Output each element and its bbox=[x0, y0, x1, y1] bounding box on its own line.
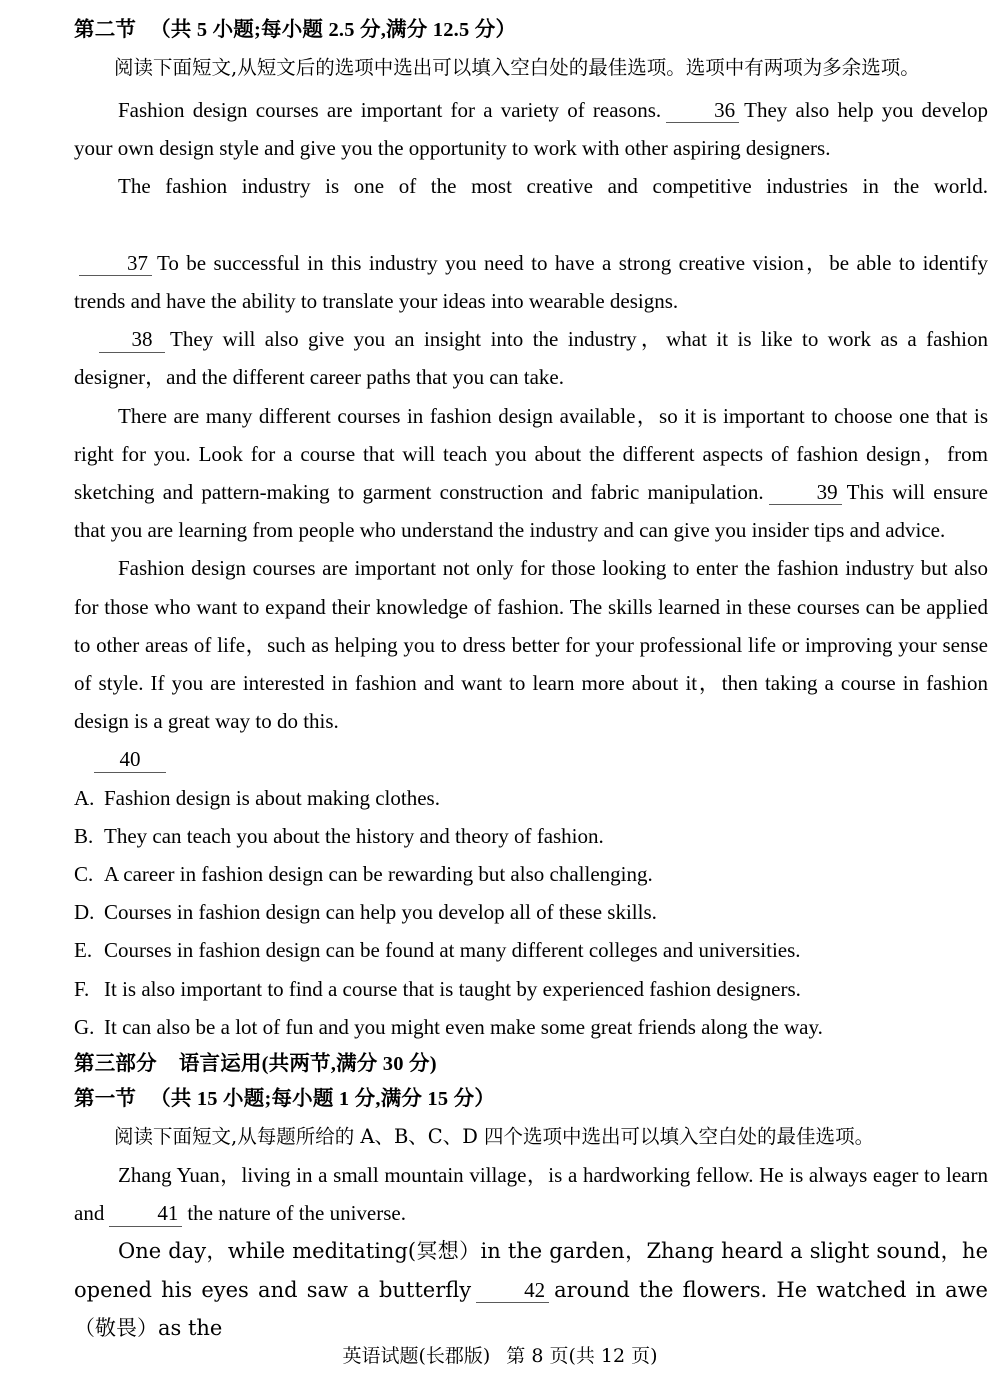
part-three-section-one-label: 第一节 bbox=[74, 1086, 137, 1111]
page-footer bbox=[0, 1342, 1000, 1370]
option-list bbox=[74, 779, 988, 1046]
passage-p4-before: There are many different courses in fashion design available，so it is important to choose one that is right for you. Look for a course that will teach you about the different aspects of fashion design，from sketching and pattern-making to garment construction and fabric manipulation. bbox=[74, 403, 988, 505]
option-f-text: It is also important to find a course that is taught by experienced fashion designers. bbox=[104, 976, 801, 1001]
option-d[interactable] bbox=[74, 893, 988, 931]
section-two-heading bbox=[74, 14, 988, 45]
option-c[interactable] bbox=[74, 855, 988, 893]
answer-blank-40[interactable]: 40 bbox=[94, 749, 166, 772]
cloze-paragraph-1 bbox=[74, 1156, 988, 1232]
option-c-letter: C. bbox=[74, 862, 94, 887]
option-f-letter: F. bbox=[74, 976, 90, 1001]
passage-p2-after: To be successful in this industry you need to have a strong creative vision，be able to identify trends and have the ability to translate your ideas into wearable designs. bbox=[74, 250, 988, 314]
answer-blank-36[interactable]: 36 bbox=[666, 100, 739, 123]
part-three-heading bbox=[74, 1048, 988, 1079]
answer-blank-41[interactable]: 41 bbox=[109, 1203, 182, 1226]
option-d-letter: D. bbox=[74, 900, 95, 925]
part-three-detail: (共两节,满分 30 分) bbox=[261, 1053, 437, 1076]
option-g[interactable] bbox=[74, 1008, 988, 1046]
answer-blank-40-row bbox=[74, 740, 988, 778]
passage-paragraph-2 bbox=[74, 167, 988, 320]
option-a[interactable] bbox=[74, 779, 988, 817]
option-g-text: It can also be a lot of fun and you might even make some great friends along the way. bbox=[104, 1014, 823, 1039]
answer-blank-42[interactable]: 42 bbox=[476, 1280, 549, 1303]
option-d-text: Courses in fashion design can help you develop all of these skills. bbox=[104, 900, 657, 925]
option-b[interactable] bbox=[74, 817, 988, 855]
passage-p1-before: Fashion design courses are important for a variety of reasons. bbox=[118, 98, 662, 122]
option-a-text: Fashion design is about making clothes. bbox=[104, 785, 440, 810]
cloze-p1-before: Zhang Yuan，living in a small mountain village，is a hardworking fellow. He is always eager to learn and bbox=[74, 1163, 988, 1226]
option-a-letter: A. bbox=[74, 785, 95, 810]
part-three-title: 语言运用 bbox=[178, 1051, 262, 1076]
passage-p2-before: The fashion industry is one of the most creative and competitive industries in the world. bbox=[118, 174, 988, 199]
part-three-section-one-detail: （共 15 小题;每小题 1 分,满分 15 分） bbox=[150, 1088, 496, 1111]
passage-paragraph-3 bbox=[74, 320, 988, 396]
option-e-text: Courses in fashion design can be found at many different colleges and universities. bbox=[104, 938, 801, 963]
option-b-text: They can teach you about the history and theory of fashion. bbox=[104, 823, 604, 848]
cloze-p2-before: One day，while meditating(冥想）in the garden，Zhang heard a slight sound，he opened his eyes and saw a butterfly bbox=[74, 1239, 988, 1302]
part-three-section-one-heading bbox=[74, 1083, 988, 1114]
section-two-label: 第二节 bbox=[74, 17, 137, 41]
passage-p5-before: Fashion design courses are important not only for those looking to enter the fashion industry but also for those who want to expand their knowledge of fashion. The skills learned in these courses can be applied to other areas of life，such as helping you to dress better for your professional life or improving your sense of style. If you are interested in fashion and want to learn more about it，then taking a course in fashion design is a great way to do this. bbox=[74, 556, 988, 734]
answer-blank-37[interactable]: 37 bbox=[79, 253, 152, 276]
cloze-p2-after: around the flowers. He watched in awe（敬畏）as the bbox=[74, 1277, 988, 1340]
passage-p1-after: They also help you develop your own design style and give you the opportunity to work with other aspiring designers. bbox=[74, 98, 989, 161]
footer-subject: 英语试题(长郡版) bbox=[342, 1345, 491, 1367]
section-two-instruction: 阅读下面短文,从短文后的选项中选出可以填入空白处的最佳选项。选项中有两项为多余选项。 bbox=[114, 56, 920, 79]
part-three-instruction: 阅读下面短文,从每题所给的 A、B、C、D 四个选项中选出可以填入空白处的最佳选项。 bbox=[114, 1125, 875, 1149]
cloze-paragraph-2 bbox=[74, 1232, 988, 1347]
section-two-detail: （共 5 小题;每小题 2.5 分,满分 12.5 分） bbox=[150, 19, 517, 41]
cloze-p1-after: the nature of the universe. bbox=[187, 1201, 406, 1226]
footer-page-number: 第 8 页(共 12 页) bbox=[506, 1345, 658, 1367]
passage-paragraph-5 bbox=[74, 549, 988, 740]
passage-p3-after: They will also give you an insight into the industry，what it is like to work as a fashion designer，and the different career paths that you can take. bbox=[74, 327, 988, 390]
option-c-text: A career in fashion design can be rewarding but also challenging. bbox=[104, 862, 653, 887]
option-f[interactable] bbox=[74, 970, 988, 1008]
passage-p4-after: This will ensure that you are learning from people who understand the industry and can give you insider tips and advice. bbox=[74, 480, 988, 543]
answer-blank-39[interactable]: 39 bbox=[769, 482, 842, 505]
option-e-letter: E. bbox=[74, 938, 93, 963]
answer-blank-38[interactable]: 38 bbox=[99, 329, 165, 352]
part-three-label: 第三部分 bbox=[74, 1051, 157, 1076]
passage-paragraph-1 bbox=[74, 91, 988, 167]
option-g-letter: G. bbox=[74, 1014, 95, 1039]
option-e[interactable] bbox=[74, 931, 988, 969]
page-content bbox=[74, 14, 988, 1347]
passage-paragraph-4 bbox=[74, 397, 988, 550]
option-b-letter: B. bbox=[74, 823, 94, 848]
